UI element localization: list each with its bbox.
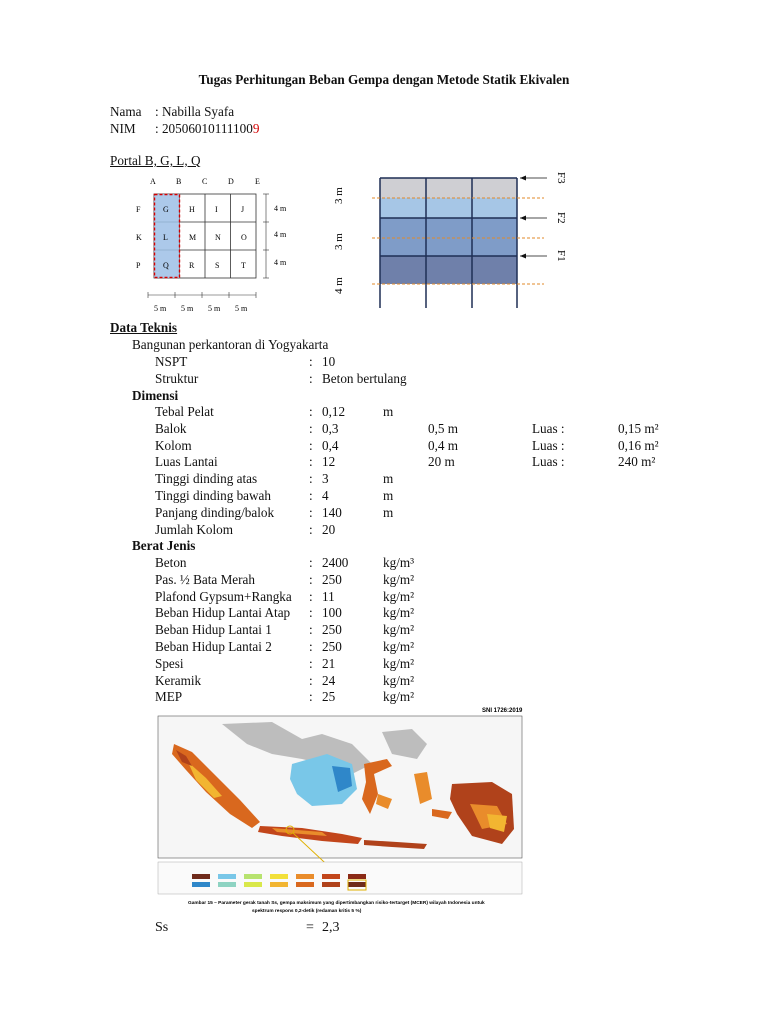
plan-cell: T: [241, 261, 246, 270]
document-title: Tugas Perhitungan Beban Gempa dengan Metode Statik Ekivalen: [198, 72, 570, 87]
ss-equals: =: [306, 920, 314, 935]
building-description: Bangunan perkantoran di Yogyakarta: [132, 337, 329, 352]
seismic-hazard-map: [152, 704, 530, 928]
nim-value: [155, 121, 259, 137]
elevation-diagram: [332, 168, 582, 318]
plan-cell: O: [241, 233, 247, 242]
ss-value: 2,3: [322, 920, 340, 935]
ss-label: Ss: [155, 920, 169, 935]
nama-label: Nama: [110, 104, 142, 119]
floor-band-middle: [380, 218, 517, 256]
floor-band-top: [380, 178, 517, 198]
nim-label: NIM: [110, 121, 136, 136]
plan-cell: L: [163, 233, 168, 242]
plan-cell: G: [163, 205, 169, 214]
force-label-f3: F3: [555, 172, 567, 184]
plan-bay-label: 5 m: [208, 304, 221, 313]
plan-span-label: 4 m: [274, 204, 287, 213]
plan-span-label: 4 m: [274, 230, 287, 239]
plan-row-label: K: [136, 233, 142, 242]
berat-jenis-heading: Berat Jenis: [132, 538, 196, 553]
plan-cell: N: [215, 233, 221, 242]
plan-col-label: D: [228, 177, 234, 186]
plan-bay-label: 5 m: [235, 304, 248, 313]
plan-col-label: A: [150, 177, 156, 186]
map-standard-label: SNI 1726:2019: [482, 708, 523, 714]
plan-cell: J: [241, 205, 245, 214]
force-label-f2: F2: [555, 212, 567, 224]
data-teknis-heading: Data Teknis: [110, 320, 178, 335]
plan-cell: M: [189, 233, 197, 242]
plan-cell: Q: [163, 261, 169, 270]
plan-cell: H: [189, 205, 195, 214]
nim-value-last-digit: 9: [252, 121, 260, 136]
map-caption-line2: spektrum respons 0,2-detik (redaman kritis 5 %): [252, 909, 362, 914]
plan-span-label: 4 m: [274, 258, 287, 267]
portal-heading: Portal B, G, L, Q: [110, 153, 201, 168]
story-height-label: 3 m: [333, 187, 345, 204]
plan-cell: R: [189, 261, 195, 270]
floor-plan-diagram: [128, 172, 303, 317]
plan-row-label: P: [136, 261, 141, 270]
floor-band-upper: [380, 198, 517, 218]
nim-value-main: : 20506010111100: [155, 121, 253, 136]
floor-band-bottom: [380, 256, 517, 284]
nama-value: : Nabilla Syafa: [155, 104, 235, 119]
plan-row-label: F: [136, 205, 141, 214]
plan-bay-label: 5 m: [154, 304, 167, 313]
dimensi-heading: Dimensi: [132, 388, 179, 403]
plan-col-label: B: [176, 177, 182, 186]
story-height-label: 3 m: [333, 233, 345, 250]
story-height-label: 4 m: [333, 277, 345, 294]
map-caption-line1: Gambar 15 – Parameter gerak tanah Ss, gempa maksimum yang dipertimbangkan risiko-tertarget (MCER) wilayah Indonesia untuk: [188, 901, 485, 906]
indonesia-ss-map: [152, 704, 530, 928]
plan-cell: I: [215, 205, 218, 214]
plan-cell: S: [215, 261, 220, 270]
plan-col-label: E: [255, 177, 260, 186]
plan-col-label: C: [202, 177, 208, 186]
plan-bay-label: 5 m: [181, 304, 194, 313]
force-label-f1: F1: [555, 250, 567, 262]
